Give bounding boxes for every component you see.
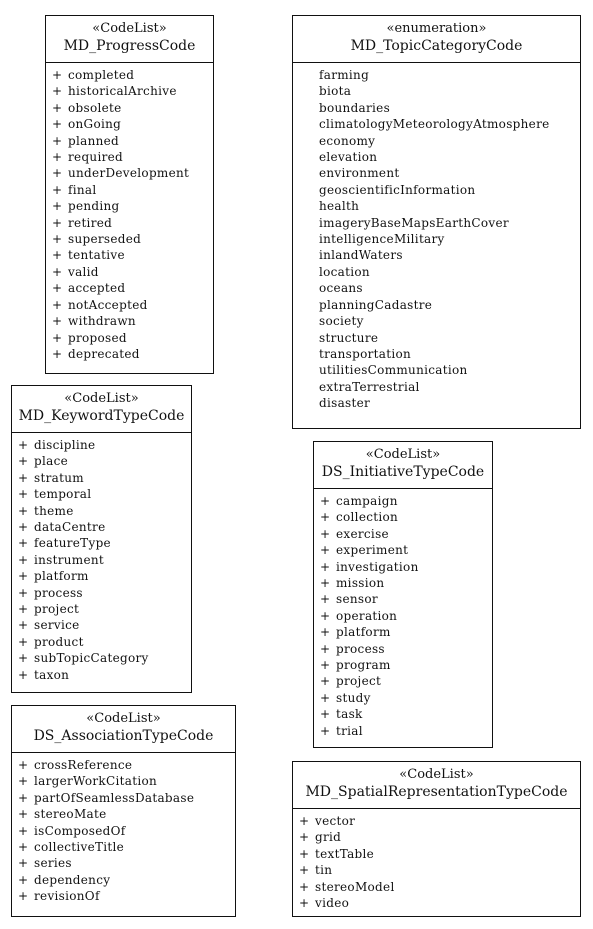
attribute-item [320, 723, 486, 739]
attribute-name: inlandWaters [319, 248, 403, 263]
attribute-name: dataCentre [34, 520, 106, 535]
visibility-marker: + [52, 215, 63, 230]
attribute-list [293, 63, 580, 416]
attribute-name: investigation [336, 559, 419, 574]
attribute-item [18, 823, 229, 839]
visibility-marker: + [52, 166, 63, 181]
attribute-name: stratum [34, 470, 84, 485]
attribute-item [52, 83, 207, 99]
class-stereotype: «CodeList» [399, 767, 474, 782]
class-header [12, 706, 235, 753]
attribute-item [52, 149, 207, 165]
attribute-name: mission [336, 576, 385, 591]
attribute-name: proposed [68, 330, 127, 345]
attribute-name: series [34, 856, 72, 871]
attribute-name: oceans [319, 281, 363, 296]
attribute-item [320, 608, 486, 624]
attribute-item [52, 231, 207, 247]
attribute-item [18, 790, 229, 806]
attribute-name: trial [336, 723, 363, 738]
attribute-item [52, 198, 207, 214]
attribute-item [18, 872, 229, 888]
attribute-item [320, 542, 486, 558]
visibility-marker: + [320, 658, 331, 673]
attribute-item [18, 888, 229, 904]
visibility-marker: + [18, 823, 29, 838]
attribute-item [320, 493, 486, 509]
visibility-marker: + [52, 100, 63, 115]
attribute-list [293, 809, 580, 915]
attribute-item [320, 690, 486, 706]
visibility-marker: + [18, 454, 29, 469]
attribute-item [299, 100, 574, 116]
attribute-item [299, 313, 574, 329]
attribute-item [299, 149, 574, 165]
visibility-marker: + [320, 494, 331, 508]
attribute-name: featureType [34, 536, 111, 551]
attribute-item [299, 231, 574, 247]
class-name: MD_ProgressCode [63, 38, 196, 54]
attribute-item [320, 575, 486, 591]
attribute-item [299, 264, 574, 280]
attribute-item [320, 591, 486, 607]
attribute-name: completed [68, 68, 135, 82]
class-stereotype: «CodeList» [86, 711, 161, 726]
visibility-marker: + [52, 117, 63, 132]
attribute-item [52, 215, 207, 231]
visibility-marker: + [320, 543, 331, 558]
class-name: DS_AssociationTypeCode [33, 728, 214, 744]
visibility-marker: + [52, 150, 63, 165]
attribute-item [18, 667, 185, 683]
attribute-item [299, 247, 574, 263]
attribute-item [18, 855, 229, 871]
attribute-list [12, 753, 235, 909]
visibility-marker: + [52, 346, 63, 361]
visibility-marker: + [18, 618, 29, 633]
attribute-list [46, 63, 213, 366]
attribute-name: theme [34, 503, 74, 518]
visibility-marker: + [18, 536, 29, 551]
attribute-name: retired [68, 215, 113, 230]
attribute-list [12, 433, 191, 687]
attribute-item [320, 673, 486, 689]
visibility-marker: + [52, 264, 63, 279]
attribute-item [18, 617, 185, 633]
attribute-item [320, 706, 486, 722]
visibility-marker: + [52, 182, 63, 197]
attribute-name: video [315, 896, 350, 911]
attribute-item [52, 264, 207, 280]
attribute-item [299, 379, 574, 395]
visibility-marker: + [18, 487, 29, 502]
attribute-name: revisionOf [34, 889, 100, 904]
visibility-marker: + [52, 133, 63, 148]
attribute-item [299, 362, 574, 378]
attribute-name: transportation [319, 346, 412, 361]
visibility-marker: + [320, 707, 331, 722]
attribute-name: accepted [68, 281, 126, 296]
attribute-item [18, 634, 185, 650]
visibility-marker: + [320, 559, 331, 574]
class-stereotype: «CodeList» [365, 447, 441, 462]
visibility-marker: + [18, 889, 29, 904]
attribute-item [18, 757, 229, 773]
attribute-name: crossReference [34, 758, 133, 772]
attribute-name: process [336, 641, 385, 656]
visibility-marker: + [299, 879, 310, 894]
visibility-marker: + [320, 625, 331, 640]
visibility-marker: + [18, 503, 29, 518]
attribute-name: disaster [319, 396, 371, 411]
attribute-name: task [336, 707, 363, 722]
visibility-marker: + [299, 830, 310, 845]
attribute-name: environment [319, 166, 400, 181]
attribute-item [18, 437, 185, 453]
attribute-name: extraTerrestrial [319, 379, 420, 394]
attribute-name: discipline [34, 438, 96, 452]
attribute-name: subTopicCategory [34, 651, 149, 666]
attribute-item [320, 559, 486, 575]
visibility-marker: + [320, 723, 331, 738]
attribute-name: platform [34, 569, 89, 584]
attribute-name: imageryBaseMapsEarthCover [319, 215, 509, 230]
attribute-name: project [336, 674, 382, 689]
attribute-name: final [68, 182, 97, 197]
attribute-name: largerWorkCitation [34, 774, 158, 789]
visibility-marker: + [52, 232, 63, 247]
class-header [314, 442, 492, 489]
attribute-name: historicalArchive [68, 84, 177, 99]
attribute-item [299, 846, 574, 862]
attribute-name: stereoModel [315, 879, 395, 894]
attribute-item [18, 535, 185, 551]
visibility-marker: + [320, 526, 331, 541]
attribute-name: project [34, 602, 80, 617]
attribute-name: boundaries [319, 100, 391, 115]
attribute-item [299, 116, 574, 132]
class-header [293, 762, 580, 809]
attribute-name: service [34, 618, 80, 633]
attribute-item [299, 879, 574, 895]
attribute-name: utilitiesCommunication [319, 363, 468, 378]
attribute-item [52, 330, 207, 346]
attribute-item [52, 297, 207, 313]
visibility-marker: + [320, 690, 331, 705]
visibility-marker: + [299, 896, 310, 911]
attribute-item [299, 165, 574, 181]
attribute-name: biota [319, 84, 352, 99]
attribute-name: pending [68, 199, 120, 214]
attribute-item [320, 641, 486, 657]
attribute-name: deprecated [68, 346, 140, 361]
class-name: MD_KeywordTypeCode [18, 408, 185, 424]
attribute-item [52, 67, 207, 83]
attribute-name: obsolete [68, 100, 122, 115]
attribute-item [18, 839, 229, 855]
attribute-name: campaign [336, 494, 398, 508]
attribute-name: taxon [34, 667, 70, 682]
attribute-name: farming [319, 68, 370, 82]
attribute-name: exercise [336, 526, 389, 541]
visibility-marker: + [18, 569, 29, 584]
attribute-name: program [336, 658, 391, 673]
class-name: DS_InitiativeTypeCode [321, 464, 485, 480]
attribute-name: economy [319, 133, 376, 148]
attribute-name: withdrawn [68, 314, 136, 329]
attribute-item [299, 67, 574, 83]
visibility-marker: + [299, 846, 310, 861]
attribute-name: planned [68, 133, 120, 148]
class-ds-association-type-code [11, 705, 236, 917]
attribute-item [52, 100, 207, 116]
attribute-item [299, 895, 574, 911]
visibility-marker: + [52, 199, 63, 214]
attribute-name: intelligenceMilitary [319, 232, 445, 247]
attribute-item [320, 526, 486, 542]
attribute-name: grid [315, 830, 342, 845]
attribute-item [18, 650, 185, 666]
attribute-item [299, 297, 574, 313]
attribute-item [52, 182, 207, 198]
visibility-marker: + [18, 856, 29, 871]
class-md-topic-category-code [292, 15, 581, 429]
attribute-name: location [319, 264, 370, 279]
attribute-item [299, 395, 574, 411]
class-md-keyword-type-code [11, 385, 192, 693]
attribute-name: stereoMate [34, 807, 107, 822]
attribute-name: textTable [315, 846, 375, 861]
attribute-name: collection [336, 510, 399, 525]
attribute-item [18, 806, 229, 822]
attribute-item [52, 133, 207, 149]
visibility-marker: + [52, 281, 63, 296]
attribute-name: study [336, 690, 371, 705]
attribute-item [52, 116, 207, 132]
attribute-name: operation [336, 608, 398, 623]
visibility-marker: + [18, 634, 29, 649]
attribute-item [299, 198, 574, 214]
attribute-name: valid [68, 264, 99, 279]
attribute-name: notAccepted [68, 297, 148, 312]
visibility-marker: + [52, 84, 63, 99]
attribute-item [299, 346, 574, 362]
visibility-marker: + [299, 814, 310, 828]
class-md-progress-code [45, 15, 214, 374]
attribute-name: isComposedOf [34, 823, 126, 838]
attribute-item [52, 313, 207, 329]
attribute-item [299, 182, 574, 198]
visibility-marker: + [18, 758, 29, 772]
visibility-marker: + [18, 602, 29, 617]
visibility-marker: + [320, 608, 331, 623]
class-stereotype: «CodeList» [64, 391, 139, 406]
visibility-marker: + [18, 438, 29, 452]
visibility-marker: + [52, 68, 63, 82]
attribute-name: society [319, 314, 364, 329]
attribute-item [18, 773, 229, 789]
attribute-name: structure [319, 330, 379, 345]
visibility-marker: + [320, 641, 331, 656]
visibility-marker: + [320, 674, 331, 689]
visibility-marker: + [18, 552, 29, 567]
attribute-item [52, 247, 207, 263]
attribute-item [299, 280, 574, 296]
visibility-marker: + [52, 330, 63, 345]
attribute-item [18, 470, 185, 486]
attribute-name: vector [315, 814, 356, 828]
attribute-name: superseded [68, 232, 142, 247]
attribute-item [52, 280, 207, 296]
visibility-marker: + [320, 576, 331, 591]
attribute-item [320, 624, 486, 640]
attribute-item [299, 829, 574, 845]
attribute-name: required [68, 150, 124, 165]
attribute-name: platform [336, 625, 391, 640]
class-md-spatial-representation-type-code [292, 761, 581, 917]
visibility-marker: + [18, 651, 29, 666]
attribute-name: tentative [68, 248, 125, 263]
attribute-name: partOfSeamlessDatabase [34, 790, 195, 805]
attribute-list [314, 489, 492, 743]
attribute-item [18, 519, 185, 535]
class-header [293, 16, 580, 63]
attribute-item [299, 813, 574, 829]
attribute-name: product [34, 634, 84, 649]
attribute-name: place [34, 454, 68, 469]
class-name: MD_SpatialRepresentationTypeCode [305, 784, 568, 800]
visibility-marker: + [320, 592, 331, 607]
attribute-name: underDevelopment [68, 166, 190, 181]
class-header [46, 16, 213, 63]
class-ds-initiative-type-code [313, 441, 493, 748]
attribute-name: instrument [34, 552, 105, 567]
visibility-marker: + [52, 297, 63, 312]
class-header [12, 386, 191, 433]
attribute-name: tin [315, 863, 333, 878]
attribute-item [18, 568, 185, 584]
attribute-name: planningCadastre [319, 297, 433, 312]
attribute-name: sensor [336, 592, 378, 607]
visibility-marker: + [52, 314, 63, 329]
visibility-marker: + [18, 774, 29, 789]
visibility-marker: + [320, 510, 331, 525]
visibility-marker: + [18, 470, 29, 485]
attribute-item [18, 503, 185, 519]
attribute-item [299, 83, 574, 99]
attribute-name: temporal [34, 487, 92, 502]
visibility-marker: + [52, 248, 63, 263]
visibility-marker: + [18, 585, 29, 600]
attribute-item [18, 552, 185, 568]
attribute-name: dependency [34, 872, 111, 887]
attribute-item [52, 346, 207, 362]
attribute-item [320, 509, 486, 525]
attribute-name: onGoing [68, 117, 122, 132]
attribute-item [18, 453, 185, 469]
attribute-name: experiment [336, 543, 409, 558]
visibility-marker: + [18, 520, 29, 535]
attribute-name: elevation [319, 150, 378, 165]
attribute-item [18, 486, 185, 502]
visibility-marker: + [299, 863, 310, 878]
attribute-item [52, 165, 207, 181]
attribute-item [299, 215, 574, 231]
visibility-marker: + [18, 807, 29, 822]
class-stereotype: «enumeration» [386, 21, 487, 36]
visibility-marker: + [18, 667, 29, 682]
attribute-name: collectiveTitle [34, 840, 125, 855]
visibility-marker: + [18, 840, 29, 855]
attribute-name: health [319, 199, 360, 214]
attribute-name: climatologyMeteorologyAtmosphere [319, 117, 550, 132]
attribute-item [299, 862, 574, 878]
visibility-marker: + [18, 872, 29, 887]
attribute-name: process [34, 585, 83, 600]
attribute-item [18, 601, 185, 617]
attribute-item [18, 585, 185, 601]
class-name: MD_TopicCategoryCode [350, 38, 523, 54]
attribute-name: geoscientificInformation [319, 182, 476, 197]
attribute-item [299, 330, 574, 346]
visibility-marker: + [18, 790, 29, 805]
attribute-item [299, 133, 574, 149]
attribute-item [320, 657, 486, 673]
class-stereotype: «CodeList» [92, 21, 167, 36]
